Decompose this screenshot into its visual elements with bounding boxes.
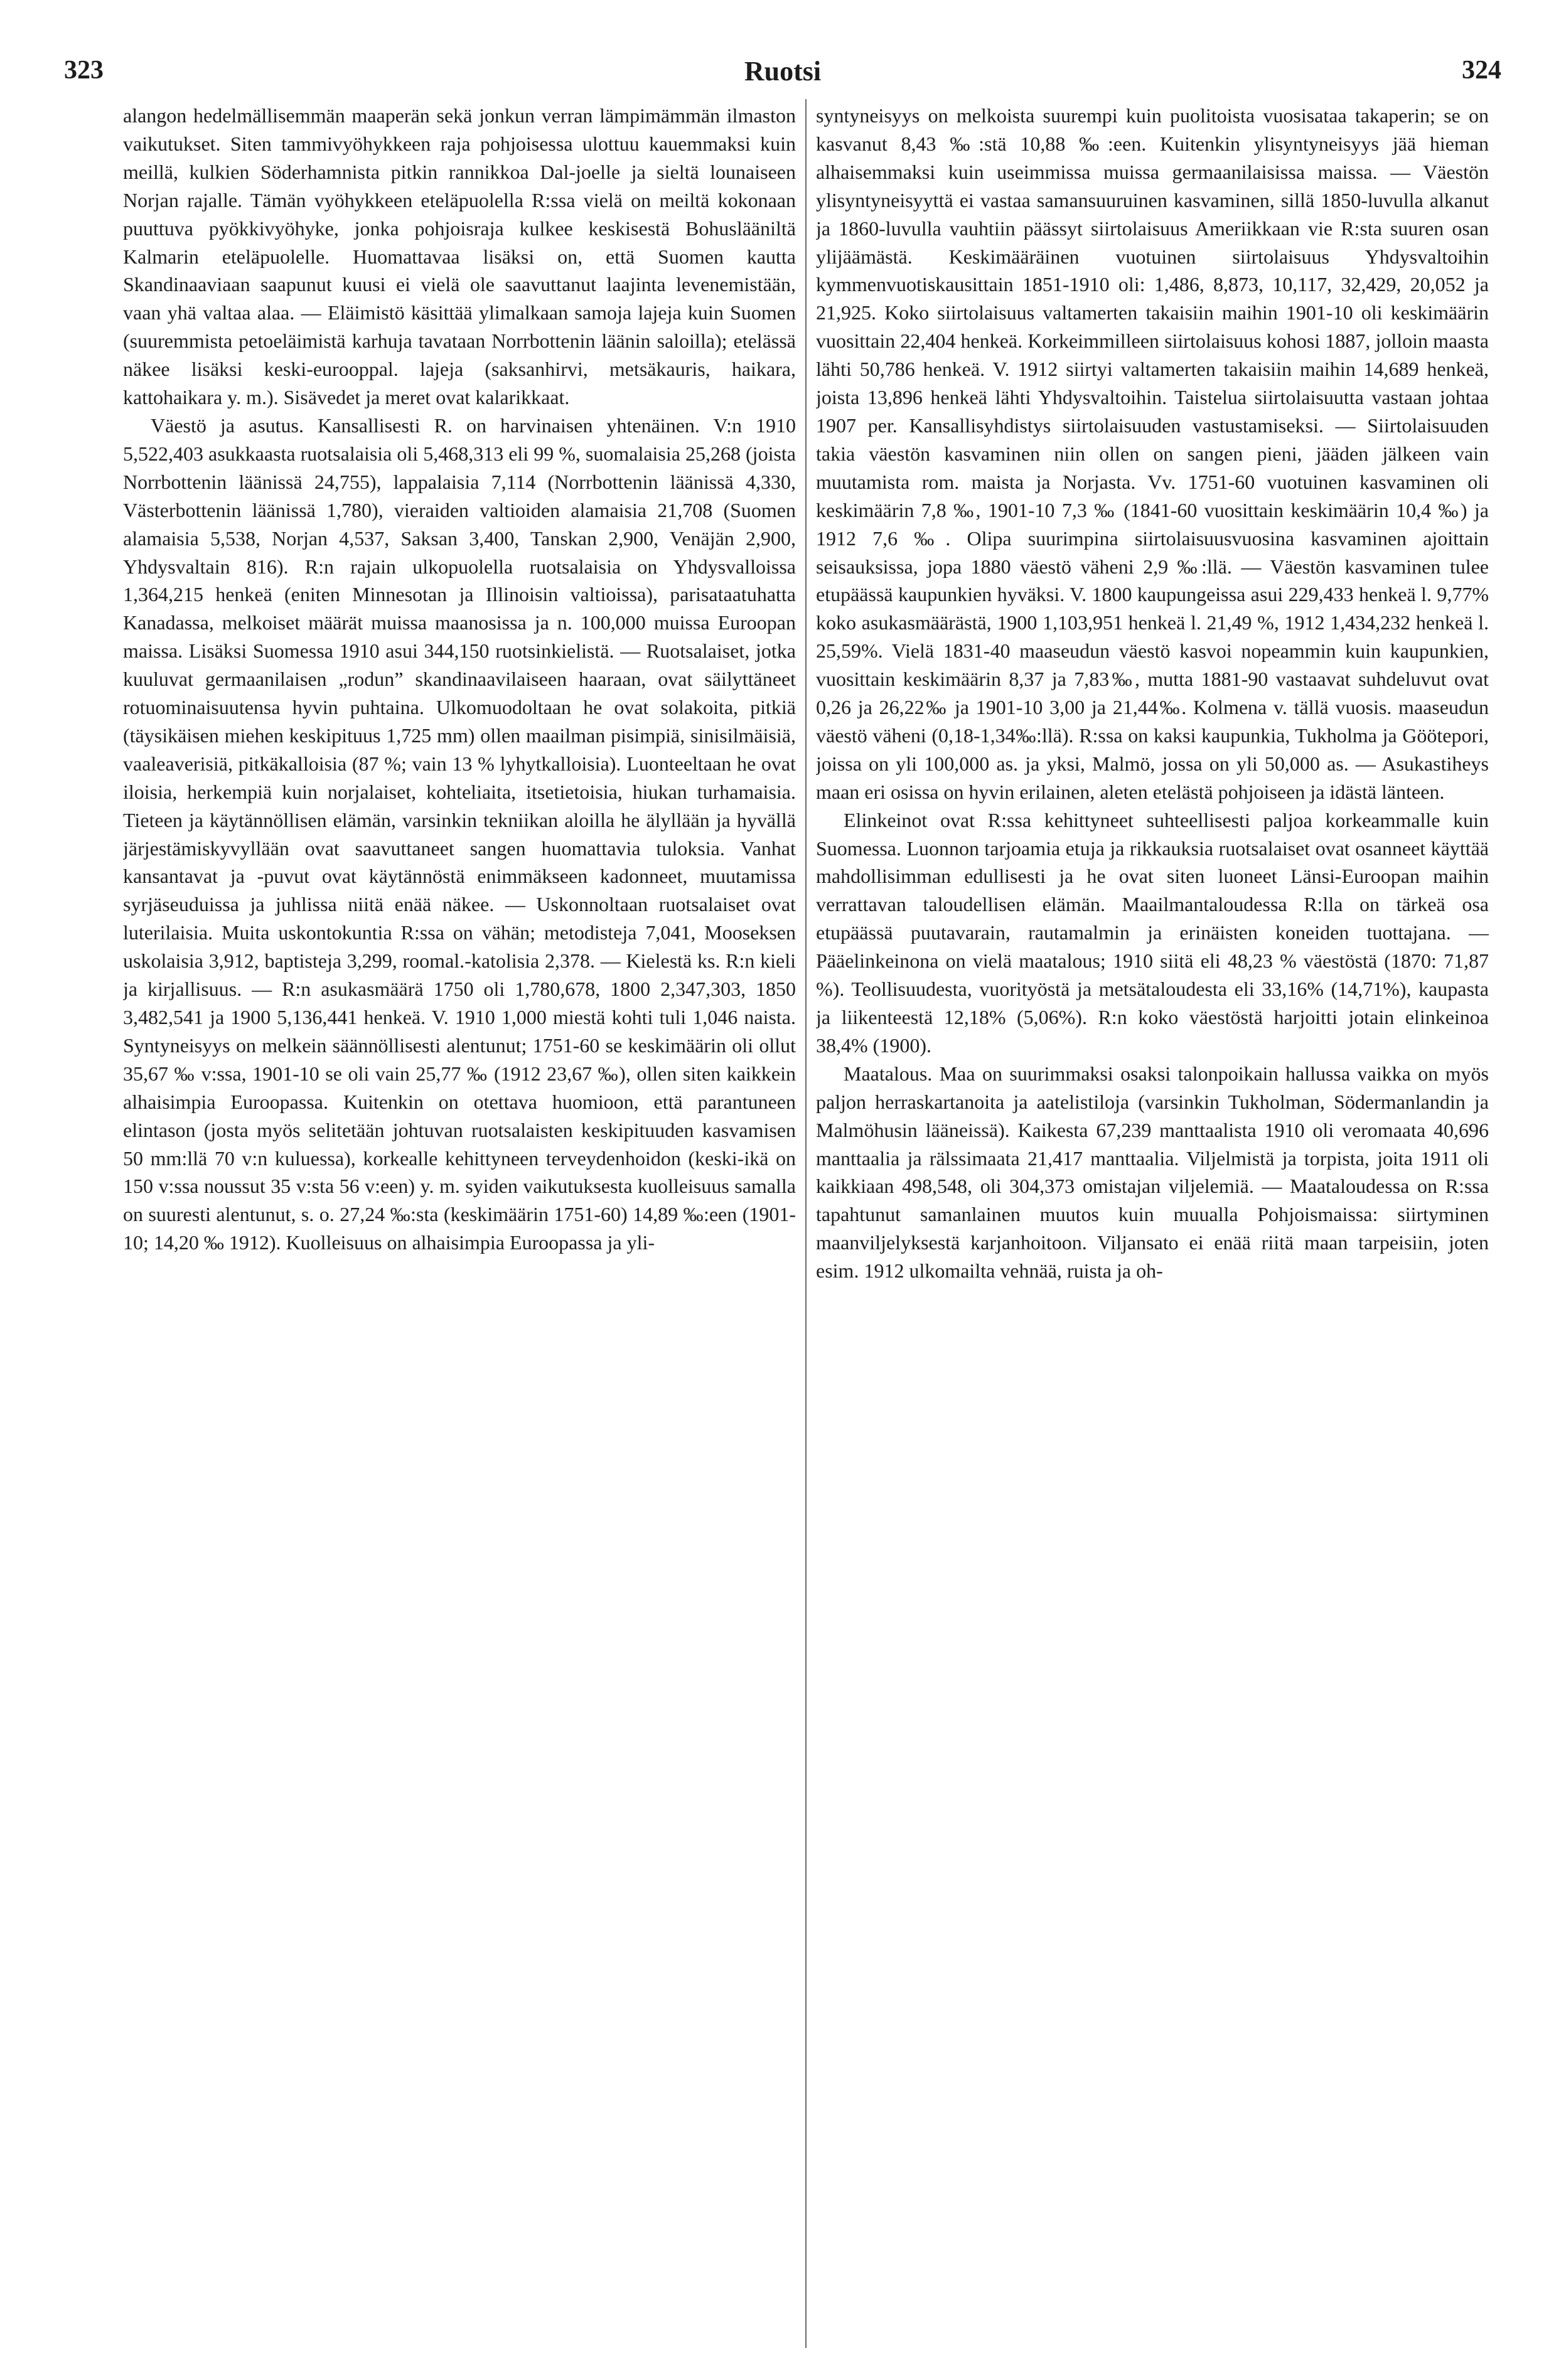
left-column bbox=[123, 102, 796, 2348]
paragraph: Elinkeinot ovat R:ssa kehittyneet suhteellisesti paljoa korkeammalle kuin Suomessa. Luonnon tarjoamia etuja ja rikkauksia ruotsalaiset ovat osanneet käyttää mahdollisimman edullisesti ja he ovat siten luoneet Länsi-Euroopan maihin verrattavan taloudellisen elämän. Maailmantaloudessa R:lla on tärkeä osa etupäässä puutavarain, rautamalmin ja erinäisten koneiden tuottajana. — Pääelinkeinona on vielä maatalous; 1910 siitä eli 48,23 % väestöstä (1870: 71,87 %). Teollisuudesta, vuorityöstä ja metsätaloudesta eli 33,16% (14,71%), kaupasta ja liikenteestä 12,18% (5,06%). R:n koko väestöstä harjoitti jotain elinkeinoa 38,4% (1900). bbox=[816, 808, 1489, 1057]
running-title: Ruotsi bbox=[744, 56, 822, 87]
paragraph: Väestö ja asutus. Kansallisesti R. on harvinaisen yhtenäinen. V:n 1910 5,522,403 asukkaasta ruotsalaisia oli 5,468,313 eli 99 %, suomalaisia 25,268 (joista Norrbottenin läänissä 24,755), lappalaisia 7,114 (Norrbottenin läänissä 4,330, Västerbottenin läänissä 1,780), vieraiden valtioiden alamaisia 21,708 (Suomen alamaisia 5,538, Norjan 4,537, Saksan 3,400, Tanskan 2,900, Venäjän 2,900, Yhdysvaltain 816). R:n rajain ulkopuolella ruotsalaisia on Yhdysvalloissa 1,364,215 henkeä (eniten Minnesotan ja Illinoisin valtioissa), parisataatuhatta Kanadassa, melkoiset määrät muissa maanosissa ja n. 100,000 muissa Euroopan maissa. Lisäksi Suomessa 1910 asui 344,150 ruotsinkielistä. — Ruotsalaiset, jotka kuuluvat germaanilaisen „rodun” skandinaavilaiseen haaraan, ovat säilyttäneet rotuominaisuutensa hyvin puhtaina. Ulkomuodoltaan he ovat solakoita, pitkiä (täysikäisen miehen keskipituus 1,725 mm) ollen maailman pisimpiä, sinisilmäisiä, vaaleaverisiä, pitkäkalloisia (87 %; vain 13 % lyhytkalloisia). Luonteeltaan he ovat iloisia, herkempiä kuin norjalaiset, kohteliaita, itsetietoisia, hiukan turhamaisia. Tieteen ja käytännöllisen elämän, varsinkin tekniikan aloilla he älyllään ja hyvällä järjestämiskyvyllään ovat saavuttaneet sangen huomattavia tuloksia. Vanhat kansantavat ja -puvut ovat käytännöstä enimmäkseen kadonneet, muutamissa syrjäseuduissa ja juhlissa niitä enää näkee. — Uskonnoltaan ruotsalaiset ovat luterilaisia. Muita uskontokuntia R:ssa on vähän; metodisteja 7,041, Mooseksen uskolaisia 3,912, baptisteja 3,299, roomal.-katolisia 2,378. — Kielestä ks. R:n kieli ja kirjallisuus. — R:n asukasmäärä 1750 oli 1,780,678, 1800 2,347,303, 1850 3,482,541 ja 1900 5,136,441 henkeä. V. 1910 1,000 miestä kohti tuli 1,046 naista. Syntyneisyys on melkein säännöllisesti alentunut; 1751-60 se keskimäärin oli ollut 35,67 ‰ v:ssa, 1901-10 se oli vain 25,77 ‰ (1912 23,67 ‰), ollen siten kaikkein alhaisimpia Euroopassa. Kuitenkin on otettava huomioon, että parantuneen elintason (josta myös selitetään johtuvan ruotsalaisten keskipituuden kasvamisen 50 mm:llä 70 v:n kuluessa), korkealle kehittyneen terveydenhoidon (keski-ikä on 150 v:ssa noussut 35 v:sta 56 v:een) y. m. syiden vaikutuksesta kuolleisuus samalla on suuresti alentunut, s. o. 27,24 ‰:sta (keskimäärin 1751-60) 14,89 ‰:een (1901-10; 14,20 ‰ 1912). Kuolleisuus on alhaisimpia Euroopassa ja yli- bbox=[123, 414, 796, 1254]
column-divider bbox=[805, 99, 807, 2348]
page-header bbox=[64, 55, 1501, 93]
paragraph: alangon hedelmällisemmän maaperän sekä jonkun verran lämpimämmän ilmaston vaikutukset. Siten tammivyöhykkeen raja pohjoisessa ulottuu kauemmaksi kuin meillä, kulkien Söderhamnista pitkin rannikkoa Dal-joelle ja sieltä lounaiseen Norjan rajalle. Tämän vyöhykkeen eteläpuolella R:ssa vielä on meiltä kokonaan puuttuva pyökkivyöhyke, jonka pohjoisraja kulkee keskisestä Bohuslääniltä Kalmarin eteläpuolelle. Huomattavaa lisäksi on, että Suomen kautta Skandinaaviaan saapunut kuusi ei vielä ole saavuttanut laajinta levenemistään, vaan yhä valtaa alaa. — Eläimistö käsittää ylimalkaan samoja lajeja kuin Suomen (suuremmista petoeläimistä karhuja tavataan Norrbottenin läänin saloilla); etelässä näkee lisäksi keski-eurooppal. lajeja (saksanhirvi, metsäkauris, haikara, kattohaikara y. m.). Sisävedet ja meret ovat kalarikkaat. bbox=[123, 104, 796, 409]
right-column bbox=[816, 102, 1489, 2348]
page-number-left: 323 bbox=[64, 56, 104, 85]
page-number-right: 324 bbox=[1462, 56, 1501, 85]
paragraph: syntyneisyys on melkoista suurempi kuin puolitoista vuosisataa takaperin; se on kasvanut 8,43 ‰:stä 10,88 ‰:een. Kuitenkin ylisyntyneisyys jää hieman alhaisemmaksi kuin useimmissa muissa germaanilaisissa maissa. — Väestön ylisyntyneisyyttä ei vastaa samansuuruinen kasvaminen, sillä 1850-luvulla alkanut ja 1860-luvulla vauhtiin päässyt siirtolaisuus Ameriikkaan vie R:sta suuren osan ylijäämästä. Keskimääräinen vuotuinen siirtolaisuus Yhdysvaltoihin kymmenvuotiskausittain 1851-1910 oli: 1,486, 8,873, 10,117, 32,429, 20,052 ja 21,925. Koko siirtolaisuus valtamerten takaisiin maihin 1901-10 oli keskimäärin vuosittain 22,404 henkeä. Korkeimmilleen siirtolaisuus kohosi 1887, jolloin maasta lähti 50,786 henkeä. V. 1912 siirtyi valtamerten takaisiin maihin 14,689 henkeä, joista 13,896 henkeä lähti Yhdysvaltoihin. Taistelua siirtolaisuutta vastaan johtaa 1907 per. Kansallisyhdistys siirtolaisuuden vastustamiseksi. — Siirtolaisuuden takia väestön kasvaminen niin ollen on sangen pieni, jääden jälkeen vain muutamista rom. maista ja Norjasta. Vv. 1751-60 vuotuinen kasvaminen oli keskimäärin 7,8 ‰, 1901-10 7,3 ‰ (1841-60 vuosittain keskimäärin 10,4 ‰) ja 1912 7,6 ‰. Olipa suurimpina siirtolaisuusvuosina kasvaminen ajoittain seisauksissa, jopa 1880 väestö väheni 2,9 ‰:llä. — Väestön kasvaminen tulee etupäässä kaupunkien hyväksi. V. 1800 kaupungeissa asui 229,433 henkeä l. 9,77% koko asukasmäärästä, 1900 1,103,951 henkeä l. 21,49 %, 1912 1,434,232 henkeä l. 25,59%. Vielä 1831-40 maaseudun väestö kasvoi nopeammin kuin kaupunkien, vuosittain keskimäärin 8,37 ja 7,83‰, mutta 1881-90 vastaavat suhdeluvut ovat 0,26 ja 26,22‰ ja 1901-10 3,00 ja 21,44‰. Kolmena v. tällä vuosis. maaseudun väestö väheni (0,18-1,34‰:llä). R:ssa on kaksi kaupunkia, Tukholma ja Göötepori, joissa on yli 100,000 as. ja yksi, Malmö, jossa on yli 50,000 as. — Asukastiheys maan eri osissa on hyvin erilainen, aleten etelästä pohjoiseen ja idästä länteen. bbox=[816, 104, 1489, 803]
paragraph: Maatalous. Maa on suurimmaksi osaksi talonpoikain hallussa vaikka on myös paljon herraskartanoita ja aatelistiloja (varsinkin Tukholman, Södermanlandin ja Malmöhusin lääneissä). Kaikesta 67,239 manttaalista 1910 oli veromaata 40,696 manttaalia ja rälssimaata 21,417 manttaalia. Viljelmistä ja torpista, joita 1911 oli kaikkiaan 498,548, oli 304,373 omistajan viljelemiä. — Maataloudessa on R:ssa tapahtunut samanlainen muutos kuin muualla Pohjoismaissa: siirtyminen maanviljelyksestä karjanhoitoon. Viljansato ei enää riitä maan tarpeisiin, joten esim. 1912 ulkomailta vehnää, ruista ja oh- bbox=[816, 1062, 1489, 1283]
